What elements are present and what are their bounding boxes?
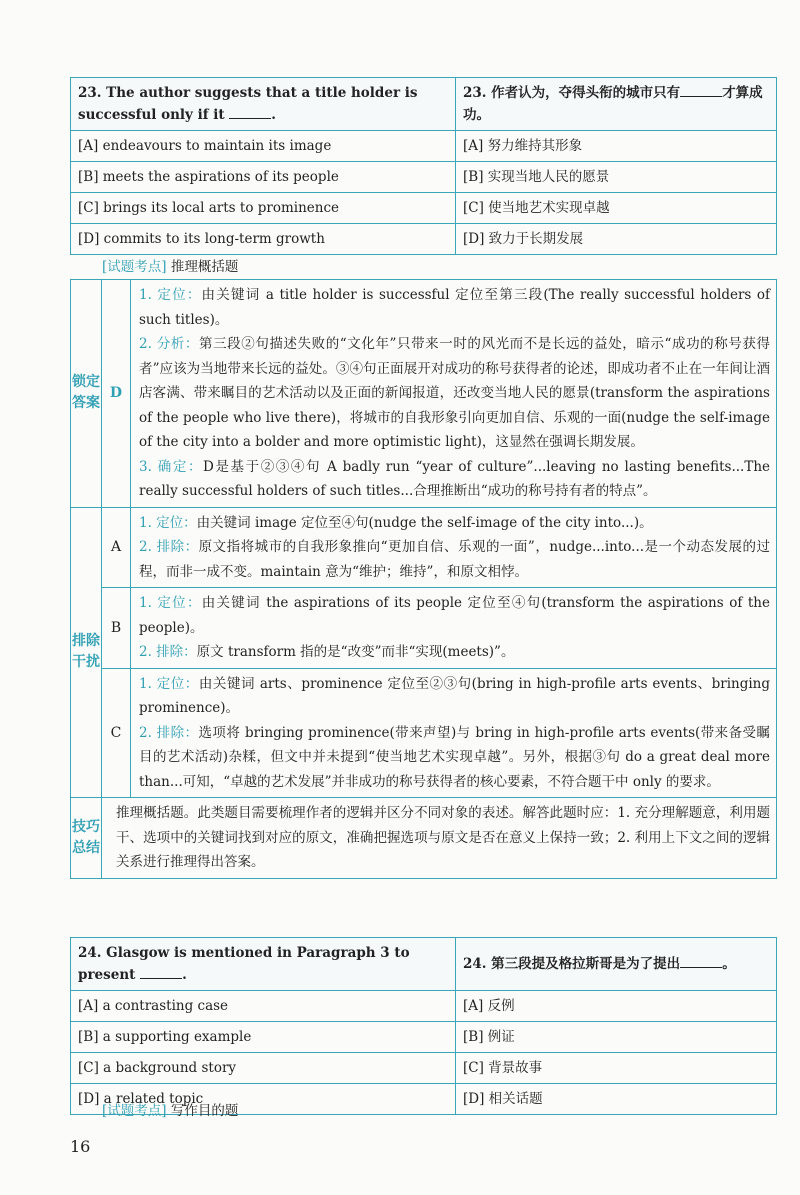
exclude-para: 2. 排除：选项将 bringing prominence(带来声望)与 bring in high-profile arts events(带来备受瞩目的艺术活动)杂糅，但文中并未提到“使当地艺术实现卓越”。另外，根据③句 do a great deal more than...可知，“卓越的艺术发展”并非成功的称号获得者的核心要素，不符合题干中 only 的要求。 [139,724,771,790]
analyze-para: 2. 分析：第三段②句描述失败的“文化年”只带来一时的风光而不是长远的益处，暗示“成功的称号获得者”应该为当地带来长远的益处。③④句正面展开对成功的称号获得者的论述，即成功者不止在一年间让酒店客满、带来瞩目的艺术活动以及正面的新闻报道，还改变当地人民的愿景(transform the aspirations of the people who live there)，将城市的自我形象引向更加自信、乐观的一面(nudge the self-image of the city into a bolder and more optimistic light)，这显然在强调长期发展。 [139,336,770,450]
option-en: [C] a background story [71,1053,456,1084]
q23-option-row [71,162,777,193]
option-en: [D] commits to its long-term growth [71,224,456,255]
locate-para: 1. 定位：由关键词 a title holder is successful 定位至第三段(The really successful holders of such titles)。 [139,287,770,328]
answer-blank [680,82,722,97]
option-letter-c: C [102,668,131,798]
option-en: [B] meets the aspirations of its people [71,162,456,193]
q24-option-row [71,991,777,1022]
lock-answer-row [71,280,777,508]
exclude-body-a [131,507,777,588]
option-cn: [D] 致力于长期发展 [456,224,777,255]
option-letter-b: B [102,588,131,669]
exclude-row-c [71,668,777,798]
q23-option-row [71,193,777,224]
q24-question-type [102,1099,238,1119]
option-cn: [A] 反例 [456,991,777,1022]
q23-table [70,77,777,255]
exclude-row-a [71,507,777,588]
option-en: [D] a related topic [71,1084,456,1115]
q24-option-row [71,1022,777,1053]
q24-option-row [71,1053,777,1084]
tips-label: 技巧 总结 [71,798,102,879]
option-cn: [B] 例证 [456,1022,777,1053]
exclude-body-c [131,668,777,798]
q24-table [70,937,777,1115]
question-type-label: [试题考点] [102,1103,167,1119]
tips-body [102,798,777,879]
option-letter-a: A [102,507,131,588]
tips-text: 推理概括题。此类题目需要梳理作者的逻辑并区分不同对象的表述。解答此题时应：1. 充分理解题意，利用题干、选项中的关键词找到对应的原文，准确把握选项与原文是否在意义上保持一致；2. 利用上下文之间的逻辑关系进行推理得出答案。 [116,805,770,870]
q23-option-row [71,224,777,255]
exclude-para: 2. 排除：原文 transform 指的是“改变”而非“实现(meets)”。 [139,644,515,660]
confirm-para: 3. 确定：D是基于②③④句 A badly run “year of culture”...leaving no lasting benefits...The really successful holders of such titles...合理推断出“成功的称号持有者的特点”。 [139,458,771,499]
lock-answer-label: 锁定 答案 [71,280,102,508]
question-type-label: [试题考点] [102,259,167,275]
locate-para: 1. 定位：由关键词 the aspirations of its people 定位至④句(transform the aspirations of the people)。 [139,595,770,636]
option-cn: [D] 相关话题 [456,1084,777,1115]
q24-stem-cn: 24. 第三段提及格拉斯哥是为了提出 。 [456,938,777,991]
exclude-label: 排除 干扰 [71,507,102,798]
exclude-row-b [71,588,777,669]
correct-answer-letter: D [102,280,131,508]
exclude-body-b [131,588,777,669]
option-en: [C] brings its local arts to prominence [71,193,456,224]
exclude-para: 2. 排除：原文指将城市的自我形象推向“更加自信、乐观的一面”，nudge...into...是一个动态发展的过程，而非一成不变。maintain 意为“维护；维持”，和原文相悖。 [139,539,770,580]
q23-stem-row [71,78,777,131]
q24-stem-en: 24. Glasgow is mentioned in Paragraph 3 to present . [71,938,456,991]
answer-blank [229,104,271,119]
option-cn: [B] 实现当地人民的愿景 [456,162,777,193]
tips-row [71,798,777,879]
option-en: [A] a contrasting case [71,991,456,1022]
analysis-table [70,279,777,879]
option-cn: [A] 努力维持其形象 [456,131,777,162]
option-cn: [C] 使当地艺术实现卓越 [456,193,777,224]
q23-question-type [102,255,238,275]
q23-option-row [71,131,777,162]
option-en: [A] endeavours to maintain its image [71,131,456,162]
q23-stem-en: 23. The author suggests that a title holder is successful only if it . [71,78,456,131]
locate-para: 1. 定位：由关键词 arts、prominence 定位至②③句(bring in high-profile arts events、bringing prominence)。 [139,675,771,716]
question-type-text: 写作目的题 [170,1103,239,1119]
question-type-text: 推理概括题 [170,259,239,275]
option-cn: [C] 背景故事 [456,1053,777,1084]
page-number: 16 [70,1137,91,1156]
option-en: [B] a supporting example [71,1022,456,1053]
locate-para: 1. 定位：由关键词 image 定位至④句(nudge the self-image of the city into...)。 [139,514,653,531]
lock-answer-body [131,280,777,508]
q23-stem-cn: 23. 作者认为，夺得头衔的城市只有 才算成功。 [456,78,777,131]
answer-blank [140,964,182,979]
q24-stem-row [71,938,777,991]
answer-blank [680,953,722,968]
